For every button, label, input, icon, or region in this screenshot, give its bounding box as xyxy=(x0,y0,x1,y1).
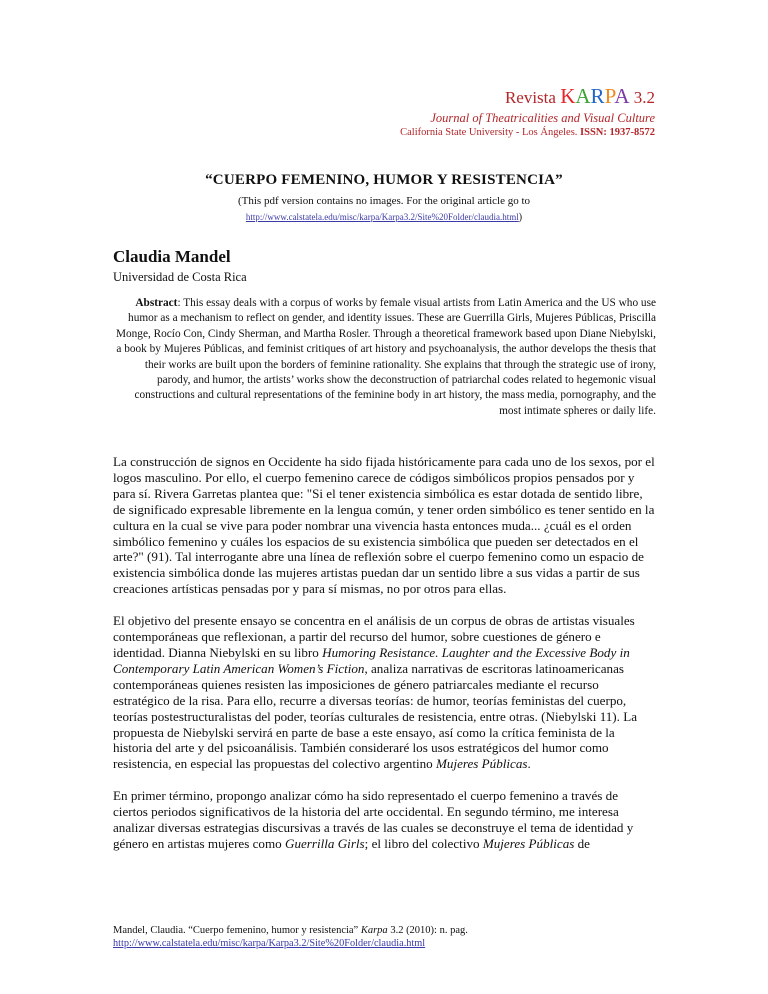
institution-line xyxy=(400,127,655,138)
abstract-label: Abstract xyxy=(135,297,178,309)
institution-name: California State University - Los Ángeles. xyxy=(400,127,578,138)
paragraph-2-text-b: , analiza narrativas de escritoras latinoamericanas contemporáneas quienes resisten las imposiciones de género patriarcales mediante el recurso estratégico de la risa. Para ello, recurre a diversas teorías: de humor, teorías feministas del cuerpo, teorías postestructuralistas del poder, teorías culturales de resistencia, entre otras. (Niebylski 11). La propuesta de Niebylski servirá en parte de base a este ensayo, así como la crítica feminista de la historia del arte y del psicoanálisis. También consideraré los usos estratégicos del humor como resistencia, en especial las propuestas del colectivo argentino xyxy=(113,660,638,772)
title-block xyxy=(0,172,768,225)
paragraph-1: La construcción de signos en Occidente ha sido fijada históricamente para cada uno de los sexos, por el logos masculino. Por ello, el cuerpo femenino carece de códigos simbólicos propios pensados por y para sí. Rivera Garretas plantea que: "Si el tener existencia simbólica es estar dotada de sentido libre, de significado expresable libremente en la lengua común, y tener orden simbólico es tener sentido en la cultura en la cual se vive para poder nombrar una vivencia hasta entonces muda... ¿cuál es el orden simbólico femenino y cuáles los espacios de su existencia simbólica que pueden ser detectados en el arte?" (91). Tal interrogante abre una línea de reflexión sobre el cuerpo femenino como un espacio de existencia simbólica donde las mujeres artistas puedan dar un sentido libre a sus vidas a partir de sus creaciones artísticas pensadas por y para sí mismas, no por otros para ellas. xyxy=(113,454,655,597)
mujeres-publicas-ref-2: Mujeres Públicas xyxy=(482,835,575,851)
citation-journal: Karpa xyxy=(360,925,388,936)
revista-label: Revista xyxy=(504,88,556,107)
karpa-letter-5: A xyxy=(614,84,630,108)
karpa-letter-4: P xyxy=(604,84,615,108)
page-footer xyxy=(113,924,468,950)
paragraph-3 xyxy=(113,788,656,852)
link-close-paren: ) xyxy=(518,212,523,223)
article-title: “CUERPO FEMENINO, HUMOR Y RESISTENCIA” xyxy=(205,172,563,188)
mujeres-publicas-ref: Mujeres Públicas xyxy=(435,756,528,772)
guerrilla-girls-ref: Guerrilla Girls xyxy=(284,835,365,851)
footer-url-link[interactable]: http://www.calstatela.edu/misc/karpa/Karpa3.2/Site%20Folder/claudia.html xyxy=(113,938,426,949)
paragraph-3-text-b: ; el libro del colectivo xyxy=(364,835,483,851)
journal-subtitle: Journal of Theatricalities and Visual Culture xyxy=(430,111,655,125)
citation-text-b: 3.2 (2010): n. pag. xyxy=(387,925,468,936)
paragraph-3-text-c: de xyxy=(574,835,590,851)
karpa-letter-3: R xyxy=(590,84,605,108)
citation-text-a: Mandel, Claudia. “Cuerpo femenino, humor y resistencia” xyxy=(113,925,361,936)
abstract xyxy=(113,296,656,419)
karpa-letter-2: A xyxy=(575,84,591,108)
book-title: Humoring Resistance. Laughter and the Excessive Body in Contemporary Latin American Women’s Fiction xyxy=(113,644,630,676)
issn: ISSN: 1937-8572 xyxy=(580,127,655,138)
journal-title xyxy=(400,86,655,108)
article-body xyxy=(113,454,656,868)
author-affiliation: Universidad de Costa Rica xyxy=(113,270,247,284)
abstract-text: : This essay deals with a corpus of works by female visual artists from Latin America and the US who use humor as a mechanism to reflect on gender, and identity issues. These are Guerrilla Girls, Mujeres Públicas, Priscilla Monge, Rocío Con, Cindy Sherman, and Martha Rosler. Through a theoretical framework based upon Diane Niebylski, a book by Mujeres Públicas, and feminist critiques of art history and psychoanalysis, the author develops the thesis that their works are built upon the borders of feminine rationality. She explains that through the strategic use of irony, parody, and humor, the artists’ works show the deconstruction of patriarchal codes related to hegemonic visual constructions and cultural representations of the feminine body in art history, the mass media, pornography, and the most intimate spheres or daily life. xyxy=(115,297,656,417)
journal-masthead xyxy=(400,86,655,138)
pdf-version-note: (This pdf version contains no images. For the original article go to xyxy=(237,195,531,207)
issue-number: 3.2 xyxy=(633,88,655,107)
paragraph-3-text-a: En primer término, propongo analizar cómo ha sido representado el cuerpo femenino a través de ciertos periodos significativos de la historia del arte occidental. En segundo término, me interesa analizar diversas estrategias discursivas a través de las cuales se deconstruye el tema de identidad y género en artistas mujeres como xyxy=(113,788,634,851)
paragraph-2-end: . xyxy=(527,756,531,772)
author-name: Claudia Mandel xyxy=(113,247,231,266)
citation xyxy=(113,924,468,937)
paragraph-2 xyxy=(113,613,656,772)
paragraph-2-text-a: El objetivo del presente ensayo se concentra en el análisis de un corpus de obras de artistas visuales contemporáneas que reflexionan, a partir del recurso del humor, sobre cuestiones de género e identidad. Dianna Niebylski en su libro xyxy=(113,613,635,660)
original-article-link[interactable]: http://www.calstatela.edu/misc/karpa/Karpa3.2/Site%20Folder/claudia.html xyxy=(245,212,519,222)
karpa-letter-1: K xyxy=(560,84,576,108)
original-article-link-line xyxy=(0,207,768,225)
